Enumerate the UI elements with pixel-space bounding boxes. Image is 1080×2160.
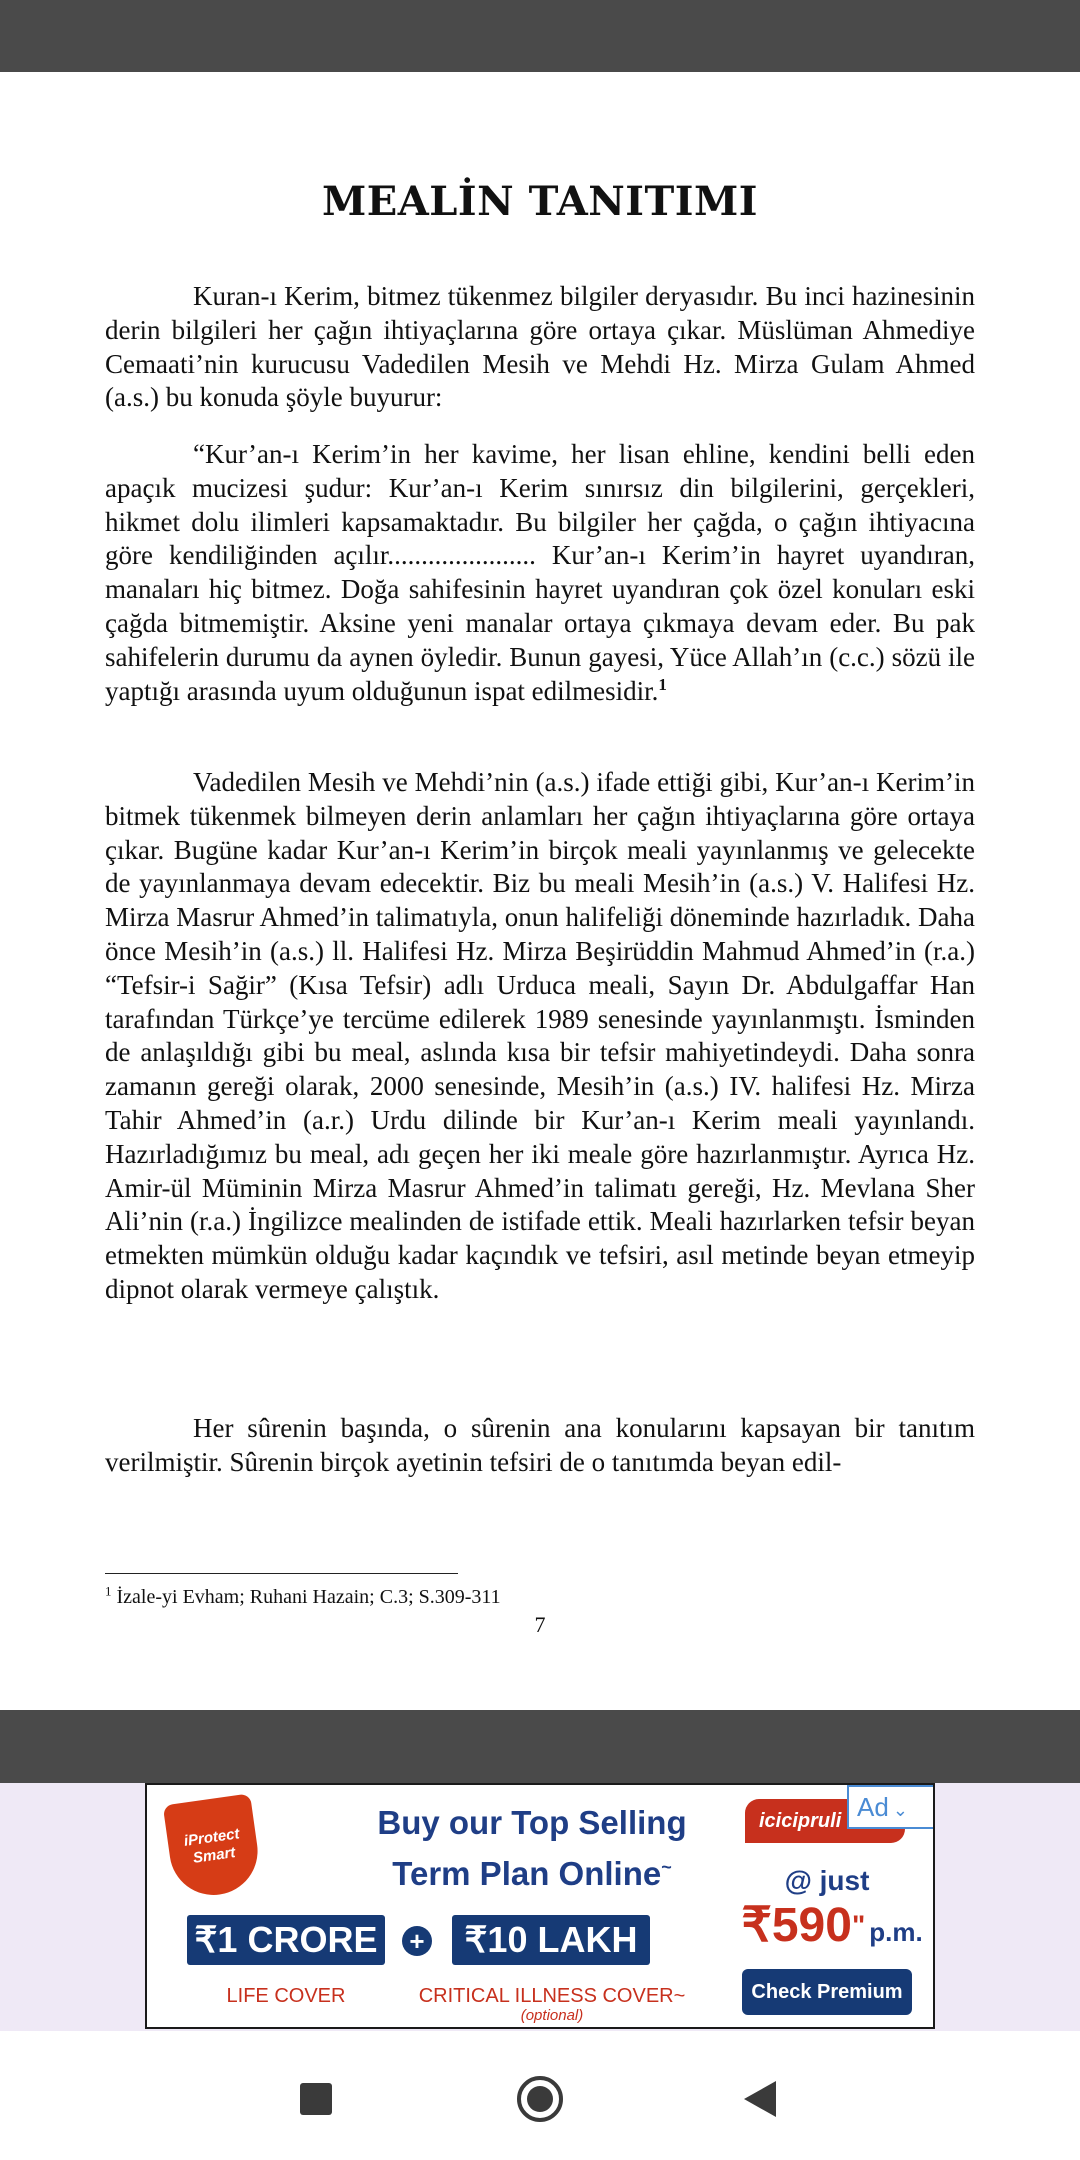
home-circle-icon[interactable] [515,2074,565,2124]
ad-badge-label: Ad [857,1792,889,1822]
paragraph-1 [105,280,975,415]
life-cover-caption: LIFE COVER [226,1985,346,2007]
logo-line-1: iProtect [182,1825,241,1850]
page-number: 7 [534,1612,546,1637]
paragraph-3 [105,766,975,1307]
paragraph-4 [105,1412,975,1480]
iprotect-smart-logo [163,1793,264,1900]
quote-text: “Kur’an-ı Kerim’in her kavime, her lisan ehline, kendini belli eden apaçık mucizesi şudur: Kur’an-ı Kerim sınırsız din bilgilerini, gerçekleri, hikmet dolu ilimleri kapsamaktadır. Bu bilgiler her çağda, o çağın ihtiyacına göre kendiliğinden açılır...................... Kur’an-ı Kerim’in hayret uyandıran, manaları hiç bitmez. Doğa sahifesinin hayret uyandıran çok özel konuları eski çağda bitmemiştir. Aksine yeni manalar ortaya çıkmaya devam eder. Bu pak sahifelerin durumu da aynen öyledir. Bunun gayesi, Yüce Allah’ın (c.c.) sözü ile yaptığı arasında uyum olduğunun ispat edilmesidir. [105,439,975,706]
paragraph-text [105,438,975,708]
ad-headline [362,1801,702,1896]
ad-banner[interactable] [145,1783,935,2029]
recents-square-icon[interactable] [300,2083,332,2115]
optional-caption: (optional) [520,2007,584,2024]
page-title: MEALİN TANITIMI [322,178,758,225]
ad-headline-line-2-text: Term Plan Online [392,1855,662,1892]
price-prefix: @ just [784,1865,870,1896]
icicipru-brand-logo: icicipruli [745,1799,905,1843]
system-navigation-bar [0,2031,1080,2160]
plus-icon: + [402,1926,432,1956]
check-premium-button[interactable]: Check Premium [742,1969,912,2015]
life-cover-amount: ₹1 CRORE [187,1915,385,1965]
ad-headline-line-1: Buy our Top Selling [377,1804,687,1841]
page-separator-bar [0,1710,1080,1783]
price-unit: p.m. [869,1917,923,1947]
ad-headline-line-2 [362,1845,702,1896]
back-triangle-icon[interactable] [742,2079,778,2119]
footnote [105,1583,501,1609]
ad-choices-badge[interactable] [847,1785,935,1829]
critical-illness-amount: ₹10 LAKH [452,1915,650,1965]
price-value: ₹590 [741,1899,852,1952]
price-mark: " [851,1909,866,1941]
footnote-reference[interactable]: 1 [658,674,667,694]
footnote-divider [105,1573,458,1574]
pdf-viewer-top-bar [0,0,1080,72]
paragraph-text: Vadedilen Mesih ve Mehdi’nin (a.s.) ifade ettiği gibi, Kur’an-ı Kerim’in bitmek tükenmek bilmeyen derin anlamları her çağın ihtiyaçlarına göre ortaya çıkar. Bugüne kadar Kur’an-ı Kerim’in birçok meali yayınlanmış ve gelecekte de yayınlanmaya devam edecektir. Biz bu meali Mesih’in (a.s.) V. Halifesi Hz. Mirza Masrur Ahmed’in talimatıyla, onun halifeliği döneminde hazırladık. Daha önce Mesih’in (a.s.) ll. Halifesi Hz. Mirza Beşirüddin Mahmud Ahmed’in (r.a.) “Tefsir-i Sağir” (Kısa Tefsir) adlı Urduca meali, Sayın Dr. Abdulgaffar Han tarafından Türkçe’ye tercüme edilerek 1989 senesinde yayınlanmıştı. İsminden de anlaşıldığı gibi bu meal, aslında kısa bir tefsir mahiyetindeydi. Daha sonra zamanın gereği olarak, 2000 senesinde, Mesih’in (a.s.) IV. halifesi Hz. Mirza Tahir Ahmed’in (a.r.) Urdu dilinde bir Kur’an-ı Kerim meali yayınlandı. Hazırladığımız bu meal, adı geçen her iki meale göre hazırlanmıştır. Ayrıca Hz. Amir-ül Müminin Mirza Masrur Ahmed’in talimatı gereği, Hz. Mevlana Sher Ali’nin (r.a.) İngilizce mealinden de istifade ettik. Meali hazırlarken tefsir beyan etmekten mümkün olduğu kadar kaçındık ve tefsiri, asıl metinde beyan etmeyip dipnot olarak vermeye çalıştık. [105,767,975,1304]
paragraph-2-quote [105,438,975,708]
chevron-down-icon: ⌄ [892,1800,908,1820]
ad-container [0,1783,1080,2031]
logo-line-2: Smart [191,1844,237,1867]
footnote-number: 1 [105,1583,112,1599]
paragraph-text: Kuran-ı Kerim, bitmez tükenmez bilgiler deryasıdır. Bu inci hazinesinin derin bilgileri her çağın ihtiyaçlarına göre ortaya çıkar. Müslüman Ahmediye Cemaati’nin kurucusu Vadedilen Mesih ve Mehdi Hz. Mirza Gulam Ahmed (a.s.) bu konuda şöyle buyurur: [105,281,975,413]
price [732,1897,932,1953]
ad-headline-mark: ~ [661,1857,672,1877]
paragraph-text: Her sûrenin başında, o sûrenin ana konularını kapsayan bir tanıtım verilmiştir. Sûrenin birçok ayetinin tefsiri de o tanıtımda beyan edil- [105,1413,975,1477]
footnote-text: İzale-yi Evham; Ruhani Hazain; C.3; S.309-311 [116,1586,501,1608]
critical-illness-caption: CRITICAL ILLNESS COVER~ [418,1985,686,2007]
